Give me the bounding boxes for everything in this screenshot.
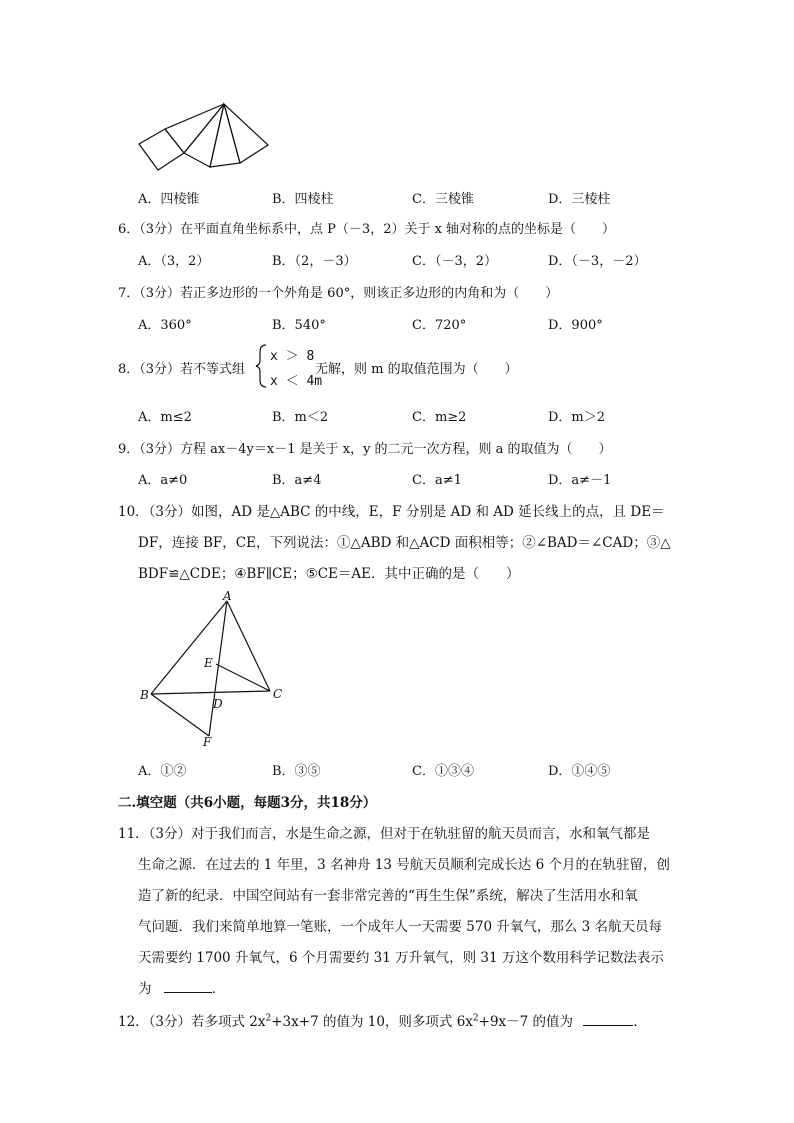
q7-stem: 7．（3分）若正多边形的一个外角是 60°，则该正多边形的内角和为（ ） <box>118 286 559 301</box>
q12-stem <box>118 1010 647 1030</box>
q8-suffix: 无解，则 m 的取值范围为（ ） <box>315 362 518 377</box>
q10-line-1: 10．（3分）如图，AD 是△ABC 的中线，E，F 分别是 AD 和 AD 延长线上的点，且 DE＝ <box>118 504 665 520</box>
segment-ac <box>227 601 270 691</box>
q10-option-c[interactable]: C．①③④ <box>412 764 474 779</box>
q11-line-6-suffix: ． <box>211 981 226 997</box>
q11-answer-blank[interactable] <box>164 980 212 993</box>
q11-line-6 <box>138 977 225 997</box>
q6-stem: 6．（3分）在平面直角坐标系中，点 P（－3，2）关于 x 轴对称的点的坐标是（ ） <box>118 222 616 237</box>
q9-option-c[interactable]: C．a≠1 <box>412 473 462 488</box>
q9-option-d[interactable]: D．a≠－1 <box>548 473 612 488</box>
q10-option-b[interactable]: B．③⑤ <box>272 764 321 779</box>
q7-option-b[interactable]: B．540° <box>272 318 326 333</box>
q6-option-d[interactable]: D．（－3，－2） <box>548 254 647 269</box>
q11-line-2: 生命之源．在过去的 1 年里，3 名神舟 13 号航天员顺利完成长达 6 个月的在轨驻留，创 <box>138 857 670 873</box>
q12-middle-2: +9x－7 的值为 <box>478 1014 574 1030</box>
segment-bc <box>151 691 270 694</box>
q9-stem: 9．（3分）方程 ax－4y＝x－1 是关于 x，y 的二元一次方程，则 a 的取值为（ ） <box>118 442 612 457</box>
q7-option-a[interactable]: A．360° <box>138 318 192 333</box>
q8-prefix: 8．（3分）若不等式组 <box>118 362 246 377</box>
q11-line-3: 造了新的纪录．中国空间站有一套非常完善的“再生生保”系统，解决了生活用水和氧 <box>138 888 638 904</box>
q10-line-2: DF，连接 BF，CE，下列说法：①△ABD 和△ACD 面积相等；②∠BAD＝∠CAD；③△ <box>138 535 671 551</box>
q12-answer-blank[interactable] <box>583 1013 633 1026</box>
q11-line-1: 11．（3分）对于我们而言，水是生命之源，但对于在轨驻留的航天员而言，水和氧气都是 <box>118 826 651 842</box>
section-2-title: 二.填空题（共6小题，每题3分，共18分） <box>118 795 377 811</box>
q8-option-a[interactable]: A．m≤2 <box>138 410 192 425</box>
q8-inequality-2: x ＜ 4m <box>270 374 323 389</box>
point-label-e: E <box>204 656 213 670</box>
q12-middle-1: +3x+7 的值为 10，则多项式 6x <box>271 1014 473 1030</box>
segment-ab <box>151 601 227 694</box>
point-label-b: B <box>140 688 149 702</box>
q9-option-b[interactable]: B．a≠4 <box>272 473 322 488</box>
q9-option-a[interactable]: A．a≠0 <box>138 473 188 488</box>
point-label-f: F <box>203 735 212 749</box>
q12-prefix: 12．（3分）若多项式 2x <box>118 1014 266 1030</box>
point-label-c: C <box>273 687 283 701</box>
q11-line-5: 天需要约 1700 升氧气，6 个月需要约 31 万升氧气，则 31 万这个数用科学记数法表示 <box>138 950 664 966</box>
q11-line-4: 气问题．我们来简单地算一笔账，一个成年人一天需要 570 升氧气，那么 3 名航天员每 <box>138 919 663 935</box>
q12-exponent-2: 2 <box>472 1013 479 1024</box>
q12-suffix: ． <box>633 1014 647 1030</box>
q6-option-c[interactable]: C．（－3，2） <box>412 254 497 269</box>
point-label-d: D <box>213 697 223 711</box>
q8-option-c[interactable]: C．m≥2 <box>412 410 467 425</box>
q5-option-d[interactable]: D．三棱柱 <box>548 192 611 207</box>
segment-bf <box>151 694 209 736</box>
q8-option-d[interactable]: D．m＞2 <box>548 410 606 425</box>
q10-option-d[interactable]: D．①④⑤ <box>548 764 611 779</box>
q6-option-a[interactable]: A．（3，2） <box>138 254 210 269</box>
q7-option-d[interactable]: D．900° <box>548 318 603 333</box>
q8-inequality-1: x ＞ 8 <box>270 349 315 364</box>
q5-option-a[interactable]: A．四棱锥 <box>138 192 200 207</box>
q5-option-b[interactable]: B．四棱柱 <box>272 192 334 207</box>
q12-exponent-1: 2 <box>265 1013 272 1024</box>
point-label-a: A <box>223 589 232 603</box>
q6-option-b[interactable]: B．（2，－3） <box>272 254 357 269</box>
q5-option-c[interactable]: C．三棱锥 <box>412 192 474 207</box>
q11-line-6-prefix: 为 <box>138 981 152 997</box>
segment-ec <box>216 664 270 691</box>
q7-option-c[interactable]: C．720° <box>412 318 467 333</box>
q8-option-b[interactable]: B．m＜2 <box>272 410 329 425</box>
q10-option-a[interactable]: A．①② <box>138 764 187 779</box>
q10-line-3: BDF≌△CDE；④BF∥CE；⑤CE＝AE．其中正确的是（ ） <box>138 566 520 582</box>
